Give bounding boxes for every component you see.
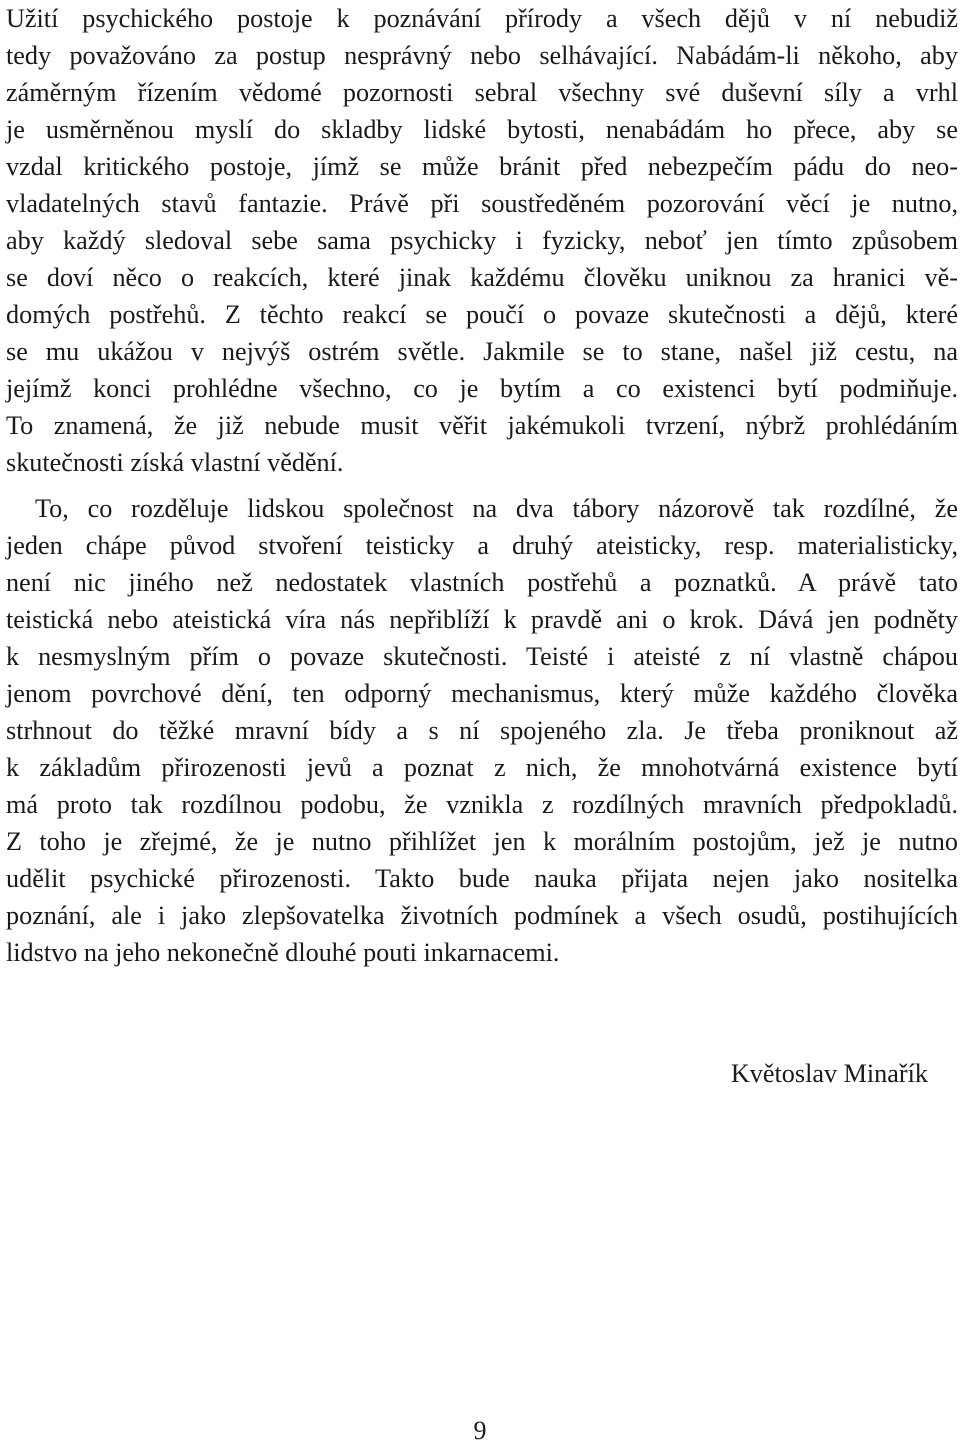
text-line: se doví něco o reakcích, které jinak každému člověku uniknou za hranici vě- bbox=[6, 263, 958, 292]
page-number: 9 bbox=[473, 1416, 487, 1445]
text-line: se mu ukážou v nejvýš ostrém světle. Jakmile se to stane, našel již cestu, na bbox=[6, 337, 958, 366]
text-line: není nic jiného než nedostatek vlastních postřehů a poznatků. A právě tato bbox=[6, 568, 958, 597]
text-line: aby každý sledoval sebe sama psychicky i fyzicky, neboť jen tímto způsobem bbox=[6, 226, 958, 255]
text-line: má proto tak rozdílnou podobu, že vznikla z rozdílných mravních předpokladů. bbox=[6, 790, 958, 819]
text-line: jenom povrchové dění, ten odporný mechanismus, který může každého člověka bbox=[6, 679, 958, 708]
text-line: tedy považováno za postup nesprávný nebo selhávající. Nabádám-li někoho, aby bbox=[6, 41, 958, 70]
text-line: To znamená, že již nebude musit věřit jakémukoli tvrzení, nýbrž prohlédáním bbox=[6, 411, 958, 440]
text-line: vzdal kritického postoje, jímž se může bránit před nebezpečím pádu do neo- bbox=[6, 152, 958, 181]
text-line: domých postřehů. Z těchto reakcí se poučí o povaze skutečnosti a dějů, které bbox=[6, 300, 958, 329]
text-line: poznání, ale i jako zlepšovatelka životních podmínek a všech osudů, postihujících bbox=[6, 901, 958, 930]
text-line: záměrným řízením vědomé pozornosti sebral všechny své duševní síly a vrhl bbox=[6, 78, 958, 107]
text-line: jejímž konci prohlédne všechno, co je bytím a co existenci bytí podmiňuje. bbox=[6, 374, 958, 403]
text-line: k základům přirozenosti jevů a poznat z nich, že mnohotvárná existence bytí bbox=[6, 753, 958, 782]
text-line: teistická nebo ateistická víra nás nepřiblíží k pravdě ani o krok. Dává jen podněty bbox=[6, 605, 958, 634]
text-line: skutečnosti získá vlastní vědění. bbox=[6, 448, 344, 477]
text-line: lidstvo na jeho nekonečně dlouhé pouti inkarnacemi. bbox=[6, 938, 560, 967]
document-page bbox=[6, 0, 958, 1445]
text-line: k nesmyslným přím o povaze skutečnosti. Teisté i ateisté z ní vlastně chápou bbox=[6, 642, 958, 671]
author-signature: Květoslav Minařík bbox=[730, 1059, 928, 1088]
text-line: jeden chápe původ stvoření teisticky a druhý ateisticky, resp. materialisticky, bbox=[6, 531, 958, 560]
text-line: strhnout do těžké mravní bídy a s ní spojeného zla. Je třeba proniknout až bbox=[6, 716, 958, 745]
text-line: Z toho je zřejmé, že je nutno přihlížet jen k morálním postojům, jež je nutno bbox=[6, 827, 958, 856]
text-line: Užití psychického postoje k poznávání přírody a všech dějů v ní nebudiž bbox=[6, 4, 958, 33]
text-line: udělit psychické přirozenosti. Takto bude nauka přijata nejen jako nositelka bbox=[6, 864, 958, 893]
text-line: vladatelných stavů fantazie. Právě při soustředěném pozorování věcí je nutno, bbox=[6, 189, 958, 218]
text-line: je usměrněnou myslí do skladby lidské bytosti, nenabádám ho přece, aby se bbox=[6, 115, 958, 144]
text-line: To, co rozděluje lidskou společnost na dva tábory názorově tak rozdílné, že bbox=[35, 494, 958, 523]
